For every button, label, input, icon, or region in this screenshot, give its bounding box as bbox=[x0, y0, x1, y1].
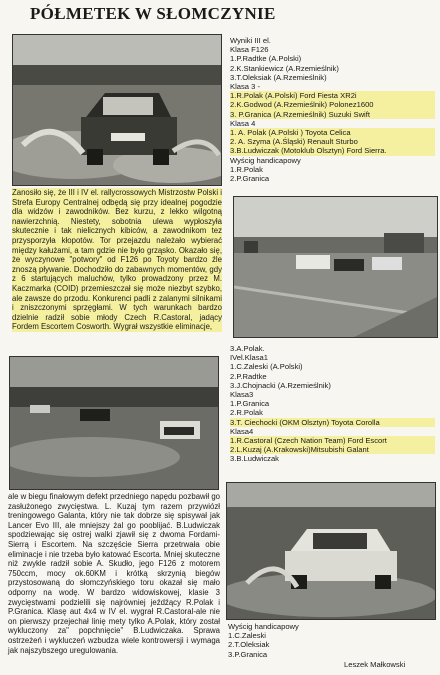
article-author: Leszek Małkowski bbox=[344, 660, 406, 669]
result-line: 3.A.Polak. bbox=[230, 344, 265, 353]
result-line: 2. A. Szyma (A.Śląski) Renault Sturbo bbox=[230, 137, 435, 146]
result-line: 1.R.Castoral (Czech Nation Team) Ford Escort bbox=[230, 436, 435, 445]
result-line: 2.K.Stankiewicz (A.Rzemieślnik) bbox=[230, 63, 339, 73]
result-line: Klasa 3 - bbox=[230, 82, 260, 92]
result-line: 3.J.Chojnacki (A.Rzemieślnik) bbox=[230, 380, 331, 390]
article-paragraph-2 bbox=[8, 492, 220, 655]
result-line: 2.T.Oleksiak bbox=[228, 640, 270, 650]
result-line: 2.P.Radtke bbox=[230, 371, 267, 381]
result-line: 2.K.Godwod (A.Rzemieślnik) Polonez1600 bbox=[230, 100, 435, 109]
result-line: IVel.Klasa1 bbox=[230, 353, 268, 363]
photo-car-splash bbox=[12, 34, 222, 186]
photo-muddy-track-image bbox=[10, 357, 218, 489]
result-line: 2.P.Granica bbox=[230, 174, 270, 184]
results-top bbox=[230, 36, 435, 183]
photo-hatchback-water-image bbox=[227, 483, 435, 619]
result-line: 1.C.Zaleski (A.Polski) bbox=[230, 362, 303, 372]
photo-car-splash-image bbox=[13, 35, 221, 185]
result-line: 3.B.Ludwiczak bbox=[230, 454, 279, 464]
result-line: 1.R.Polak bbox=[230, 164, 263, 174]
result-line: 1.C.Zaleski bbox=[228, 631, 266, 641]
result-line: 2.R.Polak bbox=[230, 408, 263, 418]
results-bottom bbox=[228, 622, 433, 659]
result-line: 3.T. Ciechocki (OKM Olsztyn) Toyota Corolla bbox=[230, 418, 435, 427]
result-line: 1.P.Granica bbox=[230, 399, 270, 409]
article-paragraph-1 bbox=[12, 188, 222, 332]
result-line: 2.L.Kuzaj (A.Krakowski)Mitsubishi Galant bbox=[230, 445, 435, 454]
result-line: 1. A. Polak (A.Polski ) Toyota Celica bbox=[230, 128, 435, 137]
photo-race-track-image bbox=[234, 197, 437, 337]
result-line: 3.P.Granica bbox=[228, 649, 268, 659]
article-title: PÓŁMETEK W SŁOMCZYNIE bbox=[30, 4, 276, 23]
result-line: Klasa3 bbox=[230, 390, 254, 400]
photo-race-track bbox=[233, 196, 438, 338]
result-line: 1.R.Polak (A.Polski) Ford Fiesta XR2i bbox=[230, 91, 435, 100]
photo-muddy-track bbox=[9, 356, 219, 490]
result-line: Klasa F126 bbox=[230, 45, 269, 55]
paragraph-text: ale w biegu finałowym defekt przedniego napędu pozbawił go zasłużonego zwycięstwa. L. Kuzaj tym razem przywiózł treningowego Galanta, który nie tak dobrze się spisywał jak Lancer Evo III, ale mniejszy żal go pooblijać. B.Ludwiczak spodziewając się ostrej walki zjawił się z dwoma Fordami-Sierrą i Escortem. Na szczęście Sierra przetrwała obie eliminacje i nie trzeba było katować Escorta. Mniej skuteczne niż zwykle radził sobie A. Skudło, jego F126 z motorem 750ccm, mocy ok.60KM i krótką skrzynią biegów przystosowaną do słomczyńskiego toru okazał się mało odporny na wodę. W bardzo widowiskowej, klasie 3 zwycięstwami podzielili się najrówniej jeźdźący R.Polak i P.Granica. Klasę aut 4x4 w IV el. wygrał R.Castoral-ale nie on pierwszy przejechał linię mety tylko A.Polak, który został wykluczony za" popchnięcie" B.Ludwiczaka. Sprawa ostrzeżeń i wykluczeń wzbudza wiele kontrowersji i wymaga jak najszybszego uregulowania. bbox=[8, 492, 220, 655]
result-line: 3.T.Oleksiak (A.Rzemieślnik) bbox=[230, 72, 327, 82]
result-line: Klasa 4 bbox=[230, 118, 256, 128]
result-line: 3.B.Ludwiczak (Motoklub Olsztyn) Ford Sierra. bbox=[230, 146, 435, 155]
result-line: Klasa4 bbox=[230, 426, 254, 436]
result-line: 3. P.Granica (A.Rzemieślnik) Suzuki Swift bbox=[230, 110, 435, 119]
paragraph-text: Zanosiło się, że III i IV el. rallycrossowych Mistrzostw Polski i Strefa Europy Centralnej odbędą się przy idealnej pogodzie dla widzów i zawodników. Bez kurzu, z lekko wilgotną nawierzchnią. Niestety, sobotnia ulewa wypłoszyła skutecznie i tak nielicznych kibiców, a zawodnikom tez przysporzyła kłopotów. Tor przejazdu należało wybierać między kałużami, a tam gdzie nie było grząsko. Okazało się, że wyczynowe "potwory" od F126 po Toyoty bardzo źle znoszą pływanie. Dochodziło do zabawnych momentów, gdy z 6 startujących maluchów, tylko prowadzony przez M. Kaczmarka (COID) przemieszczał się może niezbyt szybko, ale zawsze do przodu. Konkurenci padli z zalanymi silnikami i zniszczonymi sprzęgłami. W tych warunkach bardzo dzielnie radził sobie młody Czech R.Castoral, jadący Fordem Escortem Cosworth. Wygrał wszystkie eliminacje, bbox=[12, 188, 222, 332]
results-mid bbox=[230, 344, 435, 464]
result-line: Wyniki III el. bbox=[230, 36, 271, 45]
result-line: 1.P.Radtke (A.Polski) bbox=[230, 54, 302, 64]
result-line: Wyścig handicapowy bbox=[230, 155, 301, 165]
result-line: Wyścig handicapowy bbox=[228, 622, 299, 631]
photo-hatchback-water bbox=[226, 482, 436, 620]
